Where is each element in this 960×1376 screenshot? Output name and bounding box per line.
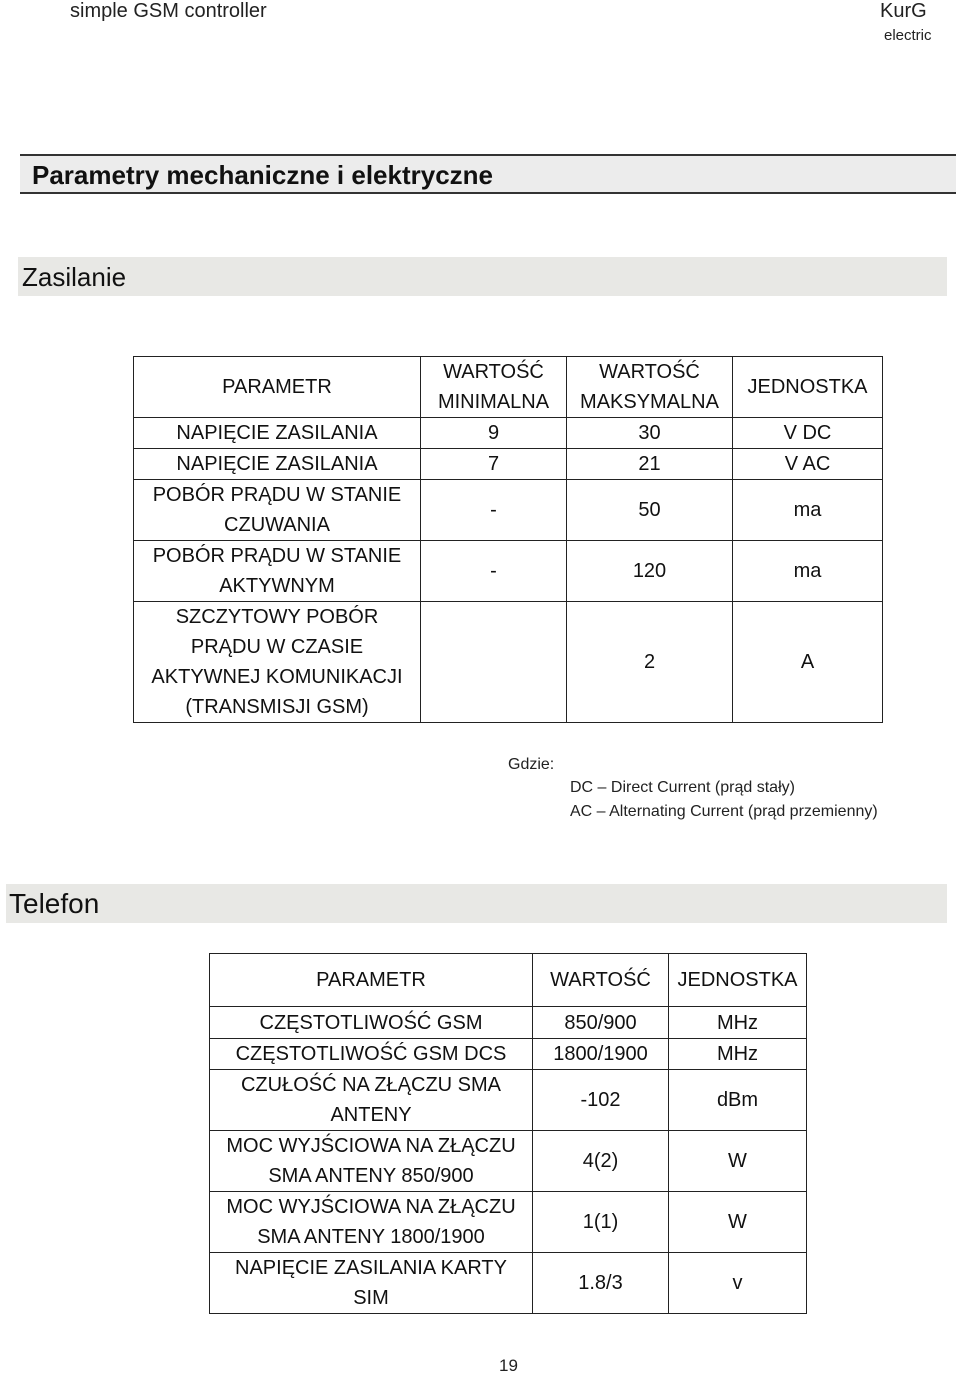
page-number: 19	[499, 1356, 518, 1375]
note-dc: DC – Direct Current (prąd stały)	[570, 779, 795, 796]
cell-unit: V AC	[733, 449, 883, 480]
header-cell-unit: JEDNOSTKA	[669, 954, 807, 1007]
cell-unit: dBm	[669, 1070, 807, 1131]
cell-parameter: SZCZYTOWY POBÓR PRĄDU W CZASIE AKTYWNEJ KOMUNIKACJI (TRANSMISJI GSM)	[134, 602, 421, 723]
power-parameters-table	[133, 356, 883, 723]
cell-unit: V DC	[733, 418, 883, 449]
table-row	[134, 541, 883, 602]
header-brand-subtitle: electric	[884, 27, 932, 44]
table-row	[210, 1039, 807, 1070]
table-row	[210, 1253, 807, 1314]
phone-parameters-table	[209, 953, 807, 1314]
cell-unit: W	[669, 1192, 807, 1253]
cell-parameter: MOC WYJŚCIOWA NA ZŁĄCZU SMA ANTENY 1800/1900	[210, 1192, 533, 1253]
cell-unit: ma	[733, 480, 883, 541]
cell-parameter: NAPIĘCIE ZASILANIA	[134, 449, 421, 480]
cell-value: 1.8/3	[533, 1253, 669, 1314]
section-power-title: Zasilanie	[22, 262, 127, 292]
cell-max-value: 120	[567, 541, 733, 602]
cell-value: 850/900	[533, 1007, 669, 1039]
section-phone-bar	[6, 884, 947, 923]
table-row	[134, 449, 883, 480]
table-header-row	[134, 357, 883, 418]
table-header-row	[210, 954, 807, 1007]
cell-max-value: 2	[567, 602, 733, 723]
cell-unit: ma	[733, 541, 883, 602]
table-row	[210, 1007, 807, 1039]
cell-value: 1(1)	[533, 1192, 669, 1253]
notes-label: Gdzie:	[508, 756, 555, 773]
header-brand-name: KurG	[880, 0, 927, 22]
cell-min-value	[421, 602, 567, 723]
header-cell-max-value: WARTOŚĆ MAKSYMALNA	[567, 357, 733, 418]
page-title: Parametry mechaniczne i elektryczne	[32, 160, 494, 190]
header-cell-unit: JEDNOSTKA	[733, 357, 883, 418]
header-cell-parameter: PARAMETR	[210, 954, 533, 1007]
cell-min-value: 9	[421, 418, 567, 449]
cell-parameter: CZĘSTOTLIWOŚĆ GSM DCS	[210, 1039, 533, 1070]
table-row	[134, 418, 883, 449]
cell-unit: W	[669, 1131, 807, 1192]
table-row	[134, 480, 883, 541]
cell-min-value: -	[421, 541, 567, 602]
cell-value: -102	[533, 1070, 669, 1131]
cell-parameter: CZĘSTOTLIWOŚĆ GSM	[210, 1007, 533, 1039]
section-power-bar	[18, 257, 947, 296]
table-row	[210, 1192, 807, 1253]
table-row	[134, 602, 883, 723]
section-phone-title: Telefon	[9, 888, 100, 919]
cell-value: 4(2)	[533, 1131, 669, 1192]
note-ac: AC – Alternating Current (prąd przemienny)	[570, 803, 878, 820]
table-row	[210, 1070, 807, 1131]
cell-parameter: NAPIĘCIE ZASILANIA	[134, 418, 421, 449]
cell-parameter: NAPIĘCIE ZASILANIA KARTY SIM	[210, 1253, 533, 1314]
cell-min-value: 7	[421, 449, 567, 480]
cell-min-value: -	[421, 480, 567, 541]
cell-unit: v	[669, 1253, 807, 1314]
cell-parameter: POBÓR PRĄDU W STANIE AKTYWNYM	[134, 541, 421, 602]
cell-parameter: POBÓR PRĄDU W STANIE CZUWANIA	[134, 480, 421, 541]
table-row	[210, 1131, 807, 1192]
cell-max-value: 21	[567, 449, 733, 480]
cell-max-value: 50	[567, 480, 733, 541]
header-cell-min-value: WARTOŚĆ MINIMALNA	[421, 357, 567, 418]
header-document-title: simple GSM controller	[70, 0, 267, 22]
cell-max-value: 30	[567, 418, 733, 449]
header-cell-value: WARTOŚĆ	[533, 954, 669, 1007]
cell-unit: A	[733, 602, 883, 723]
cell-unit: MHz	[669, 1039, 807, 1070]
cell-parameter: CZUŁOŚĆ NA ZŁĄCZU SMA ANTENY	[210, 1070, 533, 1131]
header-cell-parameter: PARAMETR	[134, 357, 421, 418]
cell-parameter: MOC WYJŚCIOWA NA ZŁĄCZU SMA ANTENY 850/900	[210, 1131, 533, 1192]
cell-value: 1800/1900	[533, 1039, 669, 1070]
cell-unit: MHz	[669, 1007, 807, 1039]
